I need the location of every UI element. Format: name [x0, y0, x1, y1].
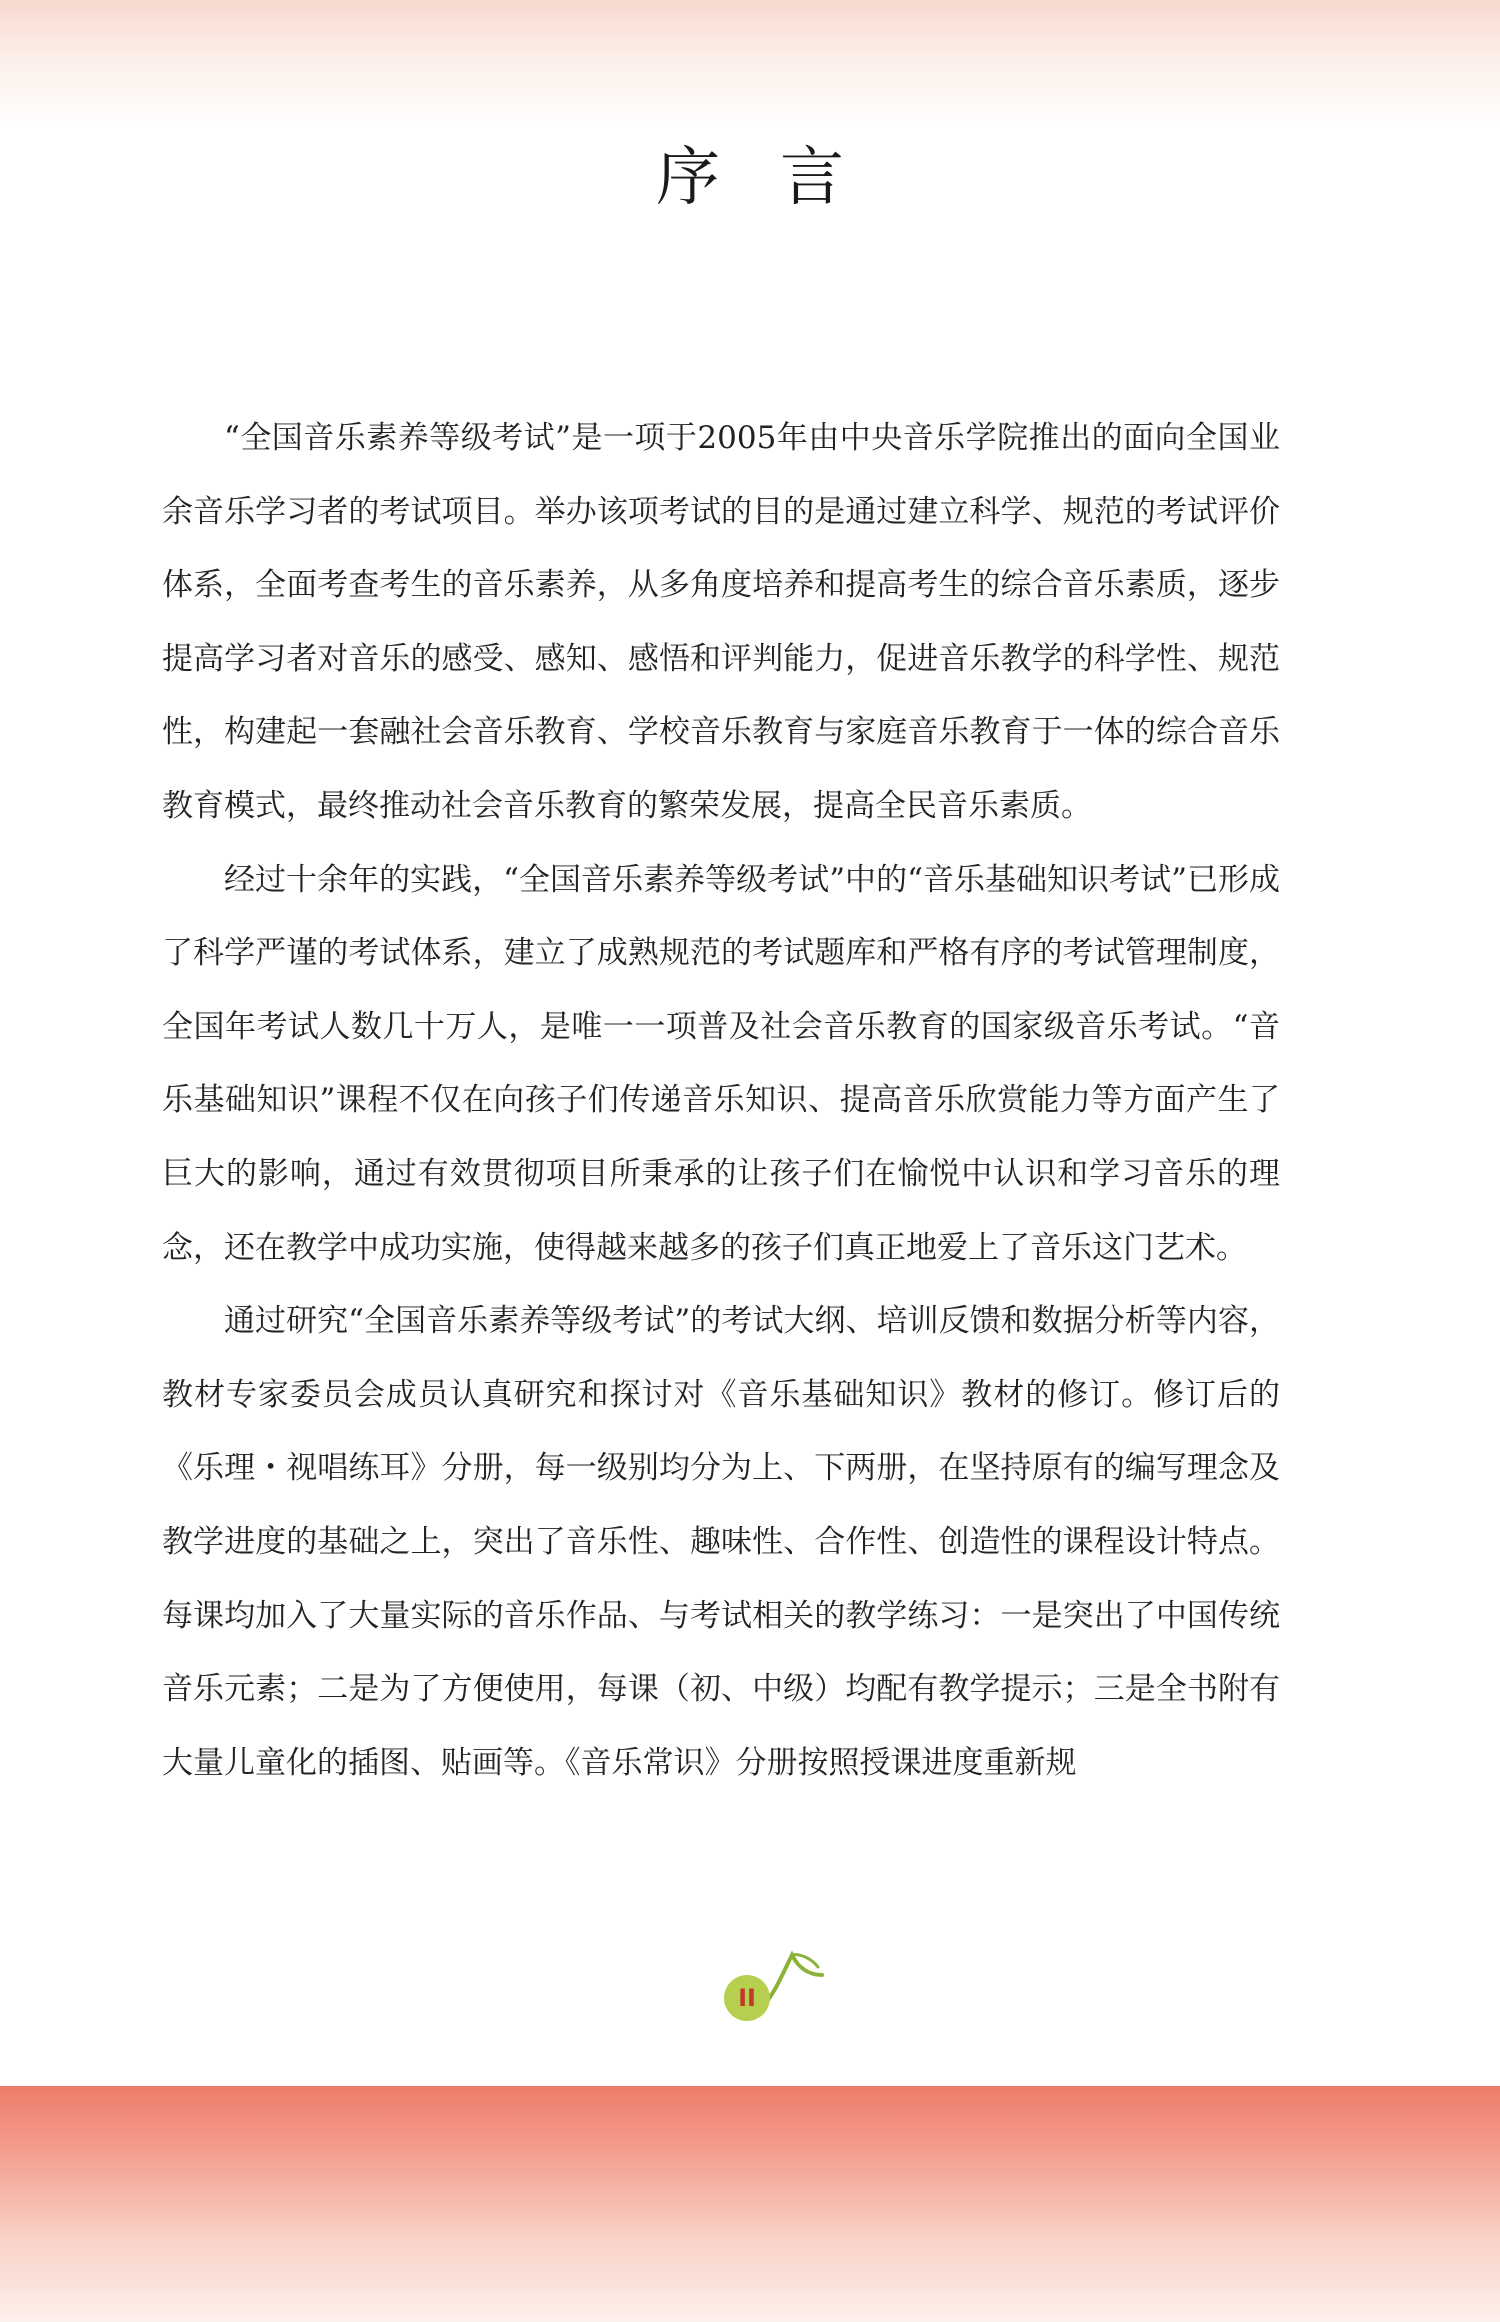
page-title: 序言: [656, 141, 904, 215]
paragraph-1: “全国音乐素养等级考试”是一项于2005年由中央音乐学院推出的面向全国业余音乐学习者的考试项目。举办该项考试的目的是通过建立科学、规范的考试评价体系，全面考查考生的音乐素养，从多角度培养和提高考生的综合音乐素质，逐步提高学习者对音乐的感受、感知、感悟和评判能力，促进音乐教学的科学性、规范性，构建起一套融社会音乐教育、学校音乐教育与家庭音乐教育于一体的综合音乐教育模式，最终推动社会音乐教育的繁荣发展，提高全民音乐素质。: [162, 420, 1280, 824]
bottom-decorative-band: [0, 2086, 1500, 2322]
paragraph-3: 通过研究“全国音乐素养等级考试”的考试大纲、培训反馈和数据分析等内容，教材专家委员会成员认真研究和探讨对《音乐基础知识》教材的修订。修订后的《乐理・视唱练耳》分册，每一级别均分为上、下两册，在坚持原有的编写理念及教学进度的基础之上，突出了音乐性、趣味性、合作性、创造性的课程设计特点。每课均加入了大量实际的音乐作品、与考试相关的教学练习：一是突出了中国传统音乐元素；二是为了方便使用，每课（初、中级）均配有教学提示；三是全书附有大量儿童化的插图、贴画等。《音乐常识》分册按照授课进度重新规: [162, 1303, 1280, 1781]
top-decorative-band: [0, 0, 1500, 130]
music-note-icon: [760, 1945, 830, 2009]
page-number: II: [724, 1975, 770, 2021]
body-text: [162, 402, 1280, 1800]
page-number-marker: [720, 1945, 830, 2025]
paragraph-2: 经过十余年的实践，“全国音乐素养等级考试”中的“音乐基础知识考试”已形成了科学严谨的考试体系，建立了成熟规范的考试题库和严格有序的考试管理制度，全国年考试人数几十万人，是唯一一项普及社会音乐教育的国家级音乐考试。“音乐基础知识”课程不仅在向孩子们传递音乐知识、提高音乐欣赏能力等方面产生了巨大的影响，通过有效贯彻项目所秉承的让孩子们在愉悦中认识和学习音乐的理念，还在教学中成功实施，使得越来越多的孩子们真正地爱上了音乐这门艺术。: [162, 861, 1280, 1266]
